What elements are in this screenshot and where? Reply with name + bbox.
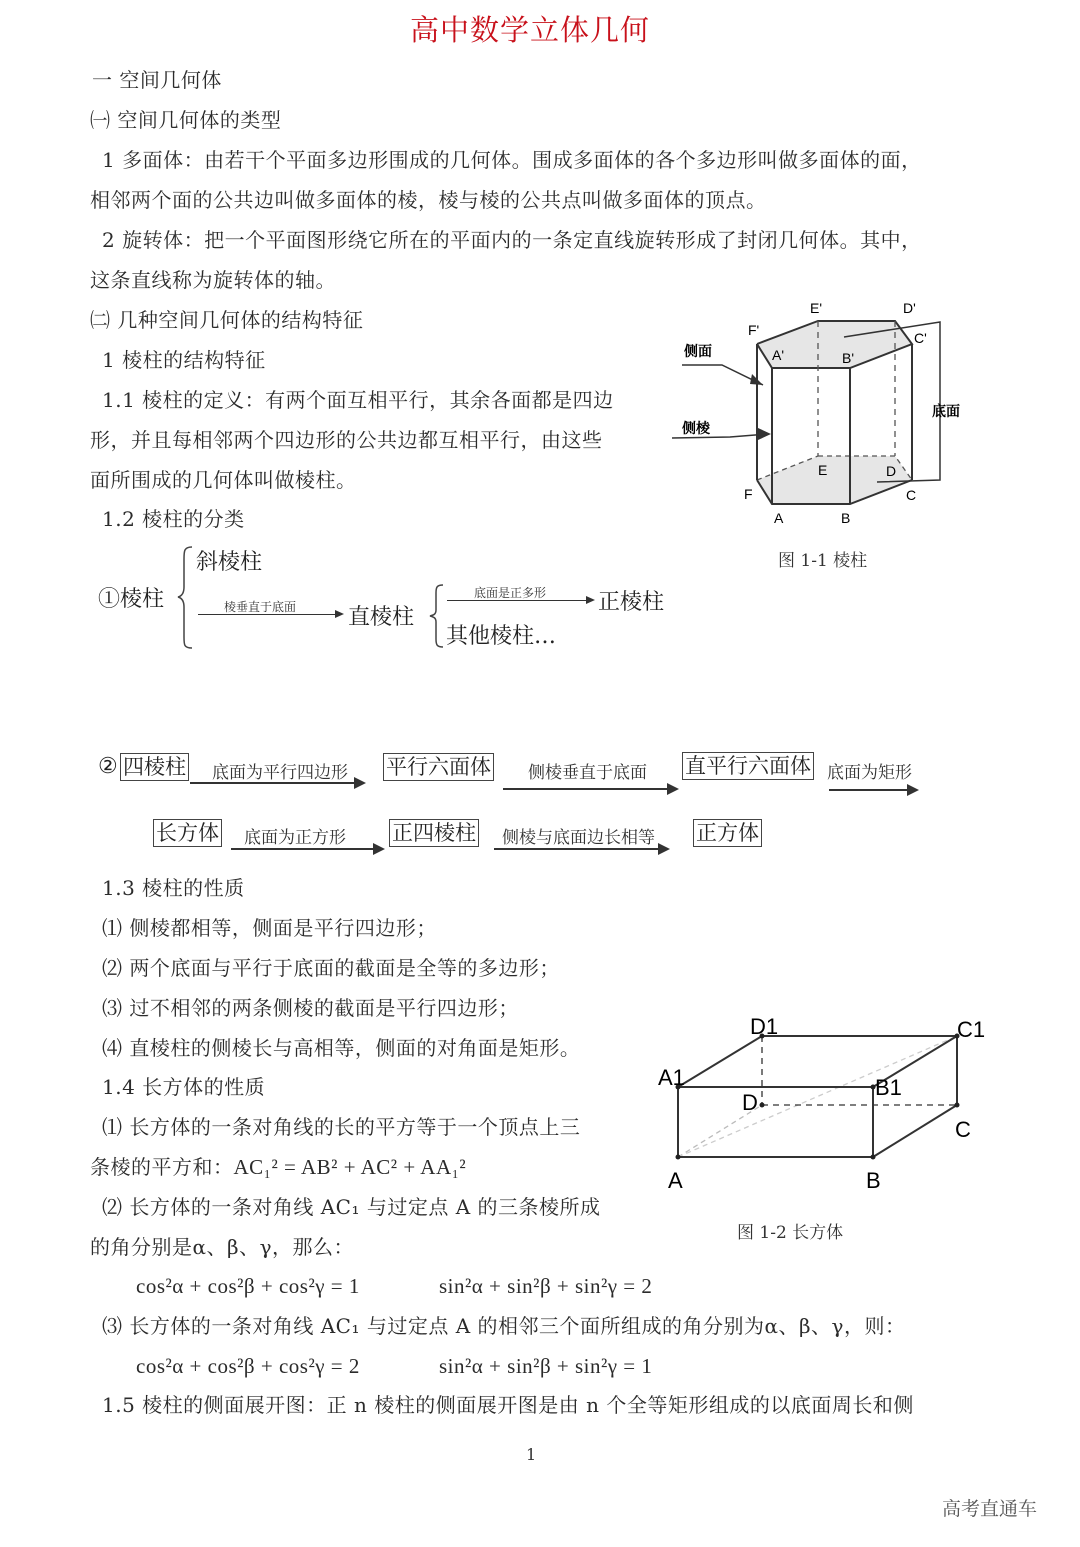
brace-icon (428, 583, 446, 649)
label-side-edge: 侧棱 (682, 420, 710, 436)
prism-properties-heading: 1.3 棱柱的性质 (102, 876, 245, 900)
vertex-C: C (906, 487, 917, 503)
arrow-label-equal-edges: 侧棱与底面边长相等 (502, 828, 655, 848)
vertex-A-prime: A' (772, 347, 785, 363)
arrow-icon (447, 600, 591, 601)
classification2-marker: ② (98, 754, 118, 779)
arrow-label-square-base: 底面为正方形 (244, 828, 346, 848)
arrow-icon (503, 788, 675, 790)
vertex-B: B (841, 510, 851, 526)
cuboid-figure (650, 1005, 990, 1195)
box-cube: 正方体 (693, 819, 762, 847)
vertex-A: A (668, 1168, 683, 1193)
box-right-parallelepiped: 直平行六面体 (682, 752, 814, 780)
diagonal-formula: AC₁² = AB² + AC² + AA₁² (233, 1155, 467, 1179)
vertex-F-prime: F' (748, 322, 760, 338)
vertex-B1: B1 (875, 1075, 902, 1100)
arrow-label-regular-base: 底面是正多形 (474, 586, 547, 600)
right-prism: 直棱柱 (348, 605, 415, 630)
polyhedron-definition-line1: 1 多面体：由若干个平面多边形围成的几何体。围成多面体的各个多边形叫做多面体的面， (102, 148, 922, 172)
formula-sin-sum-1: sin²α + sin²β + sin²γ = 1 (439, 1354, 653, 1378)
page-number: 1 (526, 1445, 537, 1464)
vertex-E-prime: E' (810, 300, 823, 316)
vertex-A1: A1 (658, 1065, 685, 1090)
box-quadrangular-prism: 四棱柱 (120, 753, 189, 781)
vertex-B-prime: B' (842, 350, 855, 366)
prism-definition-line3: 面所围成的几何体叫做棱柱。 (90, 468, 357, 492)
cuboid-property1-line2 (90, 1153, 466, 1181)
oblique-prism: 斜棱柱 (196, 550, 263, 575)
prism-property-item: ⑶ 过不相邻的两条侧棱的截面是平行四边形； (102, 996, 519, 1020)
formula-cos-sum-2: cos²α + cos²β + cos²γ = 2 (136, 1354, 360, 1378)
arrow-label-lateral-perpendicular: 侧棱垂直于底面 (528, 763, 647, 783)
formula-cos-sum-1: cos²α + cos²β + cos²γ = 1 (136, 1274, 360, 1298)
figure1-caption: 图 1-1 棱柱 (778, 551, 868, 571)
label-base: 底面 (932, 403, 960, 419)
vertex-A: A (774, 510, 784, 526)
prism-property-item: ⑷ 直棱柱的侧棱长与高相等，侧面的对角面是矩形。 (102, 1036, 581, 1060)
arrow-icon (494, 848, 666, 850)
vertex-C: C (955, 1117, 971, 1142)
watermark: 高考直通车 (942, 1498, 1038, 1520)
prism-classification-heading: 1.2 棱柱的分类 (102, 507, 245, 531)
formula-sin-sum-2: sin²α + sin²β + sin²γ = 2 (439, 1274, 653, 1298)
page-title: 高中数学立体几何 (409, 13, 650, 47)
cuboid-property3-line1: ⑶ 长方体的一条对角线 AC₁ 与过定点 A 的相邻三个面所组成的角分别为α、β、γ，则： (102, 1314, 906, 1338)
prism-definition-line2: 形，并且每相邻两个四边形的公共边都互相平行，由这些 (90, 428, 603, 452)
vertex-D-prime: D' (903, 300, 916, 316)
vertex-B: B (866, 1168, 881, 1193)
vertex-D: D (886, 463, 897, 479)
prism-property-item: ⑵ 两个底面与平行于底面的截面是全等的多边形； (102, 956, 560, 980)
cuboid-properties-heading: 1.4 长方体的性质 (102, 1075, 266, 1099)
polyhedron-definition-line2: 相邻两个面的公共边叫做多面体的棱，棱与棱的公共点叫做多面体的顶点。 (90, 188, 767, 212)
arrow-label-parallelogram-base: 底面为平行四边形 (212, 763, 348, 783)
vertex-F: F (744, 486, 753, 502)
arrow-icon (829, 789, 915, 791)
vertex-C1: C1 (957, 1017, 986, 1042)
arrow-icon (231, 848, 381, 850)
arrow-label-rectangle-base: 底面为矩形 (827, 763, 912, 783)
arrow-icon (190, 782, 362, 784)
prism-definition-line1: 1.1 棱柱的定义：有两个面互相平行，其余各面都是四边 (102, 388, 614, 412)
brace-icon (176, 545, 196, 650)
section-heading-spatial-solids: 一 空间几何体 (92, 68, 222, 92)
cuboid-property2-line2: 的角分别是α、β、γ，那么： (90, 1235, 355, 1259)
cuboid-property2-line1: ⑵ 长方体的一条对角线 AC₁ 与过定点 A 的三条棱所成 (102, 1195, 601, 1219)
other-prisms: 其他棱柱… (446, 624, 557, 649)
cuboid-property1-prefix: 条棱的平方和： (90, 1155, 234, 1179)
regular-prism: 正棱柱 (598, 590, 665, 615)
cuboid-property1-line1: ⑴ 长方体的一条对角线的长的平方等于一个顶点上三 (102, 1115, 581, 1139)
box-cuboid: 长方体 (153, 819, 222, 847)
box-parallelepiped: 平行六面体 (383, 753, 494, 781)
classification-root: ①棱柱 (98, 587, 165, 612)
subsection-heading-types: ㈠ 空间几何体的类型 (90, 108, 282, 132)
arrow-icon (198, 614, 340, 615)
vertex-D1: D1 (750, 1014, 779, 1039)
subsection-heading-structure: ㈡ 几种空间几何体的结构特征 (90, 308, 364, 332)
prism-unfolding-line: 1.5 棱柱的侧面展开图：正 n 棱柱的侧面展开图是由 n 个全等矩形组成的以底面周长和侧 (102, 1393, 914, 1417)
prism-structure-heading: 1 棱柱的结构特征 (102, 348, 266, 372)
vertex-C-prime: C' (914, 330, 927, 346)
vertex-D: D (742, 1090, 758, 1115)
label-side-face: 侧面 (684, 343, 712, 359)
rotation-solid-line2: 这条直线称为旋转体的轴。 (90, 268, 336, 292)
box-regular-quadrangular-prism: 正四棱柱 (389, 819, 479, 847)
figure2-caption: 图 1-2 长方体 (737, 1223, 844, 1243)
prism-property-item: ⑴ 侧棱都相等，侧面是平行四边形； (102, 916, 437, 940)
arrow-label-perpendicular: 棱垂直于底面 (224, 600, 297, 614)
hexagonal-prism-figure (670, 290, 980, 550)
rotation-solid-line1: 2 旋转体：把一个平面图形绕它所在的平面内的一条定直线旋转形成了封闭几何体。其中， (102, 228, 922, 252)
vertex-E: E (818, 462, 828, 478)
